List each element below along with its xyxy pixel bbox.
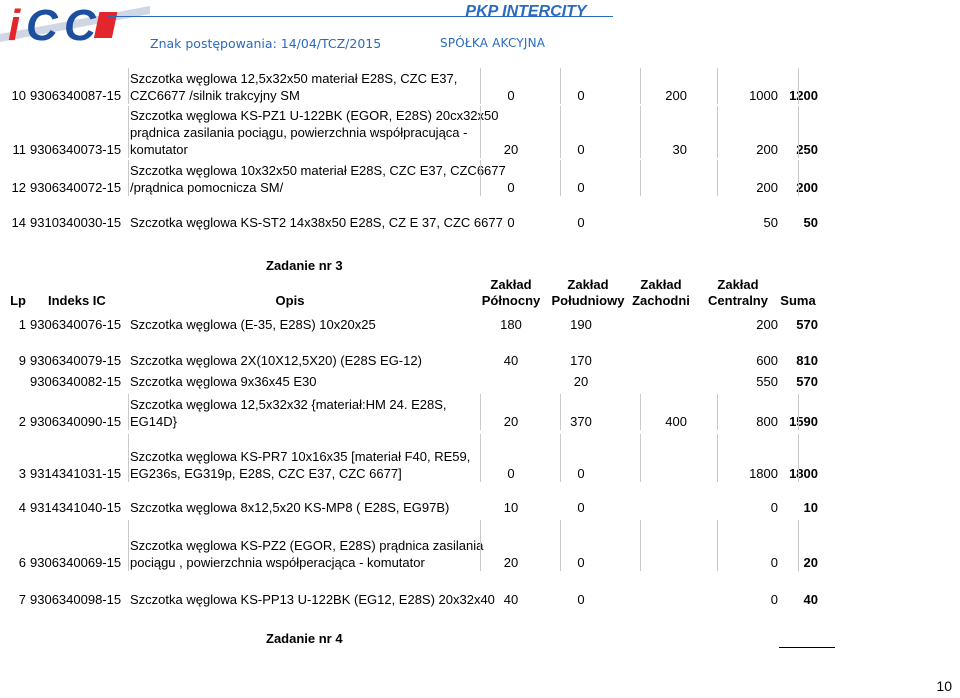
row-north: 20 (503, 414, 519, 429)
row-index: 9306340079-15 (30, 353, 122, 368)
column-rule (128, 394, 129, 430)
row-central: 550 (756, 374, 778, 389)
column-rule (128, 520, 129, 571)
row-lp: 3 (18, 466, 26, 481)
row-sum: 1800 (789, 466, 818, 481)
row-lp: 7 (18, 592, 26, 607)
row-index: 9314341031-15 (30, 466, 122, 481)
header-north-bottom: Północny (481, 293, 541, 308)
section-4-title: Zadanie nr 4 (266, 631, 343, 646)
row-central: 200 (756, 142, 778, 157)
column-rule (480, 520, 481, 571)
column-rule (640, 520, 641, 571)
row-north: 0 (507, 215, 515, 230)
column-rule (717, 160, 718, 196)
header-west-top: Zakład (640, 277, 682, 292)
row-sum: 570 (796, 374, 818, 389)
row-west: 400 (665, 414, 687, 429)
svg-text:C: C (26, 1, 58, 46)
header-description: Opis (275, 293, 305, 308)
column-rule (480, 68, 481, 104)
row-central: 1800 (749, 466, 778, 481)
row-index: 9310340030-15 (30, 215, 122, 230)
header-index: Indeks IC (48, 293, 106, 308)
row-description-line: komutator (130, 142, 188, 157)
column-rule (798, 160, 799, 196)
row-north: 40 (503, 592, 519, 607)
svg-text:i: i (8, 1, 21, 46)
row-central: 1000 (749, 88, 778, 103)
row-description-line: Szczotka węglowa 10x32x50 materiał E28S, CZC E37, CZC6677 (130, 163, 506, 178)
column-rule (128, 160, 129, 196)
row-central: 0 (770, 500, 778, 515)
row-index: 9306340087-15 (30, 88, 122, 103)
row-west: 30 (672, 142, 687, 157)
column-rule (798, 68, 799, 104)
column-rule (480, 106, 481, 158)
row-north: 180 (500, 317, 522, 332)
column-rule (640, 394, 641, 430)
row-description-line: Szczotka węglowa 12,5x32x32 {materiał:HM 24. E28S, (130, 397, 447, 412)
company-name: PKP INTERCITY (465, 3, 587, 20)
column-rule (480, 394, 481, 430)
row-lp: 9 (18, 353, 26, 368)
row-south: 20 (573, 374, 589, 389)
row-south: 0 (577, 555, 585, 570)
row-sum: 10 (803, 500, 818, 515)
column-rule (560, 68, 561, 104)
header-south-bottom: Południowy (551, 293, 625, 308)
row-description-line: prądnica zasilania pociągu, powierzchnia współpracująca - (130, 125, 468, 140)
row-north: 20 (503, 142, 519, 157)
row-description-line: Szczotka węglowa KS-PZ1 U-122BK (EGOR, E28S) 20cx32x50 (130, 108, 499, 123)
row-lp: 6 (18, 555, 26, 570)
row-central: 200 (756, 180, 778, 195)
column-rule (560, 520, 561, 571)
header-lp: Lp (10, 293, 26, 308)
header-central-bottom: Centralny (708, 293, 768, 308)
section-4-underline (779, 647, 835, 648)
column-rule (717, 106, 718, 158)
row-lp: 1 (18, 317, 26, 332)
column-rule (717, 520, 718, 571)
company-form: SPÓŁKA AKCYJNA (440, 36, 546, 50)
row-north: 0 (507, 88, 515, 103)
page-header (0, 0, 960, 60)
row-lp: 2 (18, 414, 26, 429)
row-description-line: Szczotka węglowa KS-PR7 10x16x35 [materiał F40, RE59, (130, 449, 471, 464)
row-north: 0 (507, 466, 515, 481)
row-central: 0 (770, 592, 778, 607)
row-description-line: Szczotka węglowa 2X(10X12,5X20) (E28S EG-12) (130, 353, 422, 368)
row-index: 9306340069-15 (30, 555, 122, 570)
row-description-line: EG14D} (130, 414, 177, 429)
column-rule (798, 394, 799, 430)
column-rule (480, 434, 481, 482)
header-north-top: Zakład (490, 277, 532, 292)
row-description-line: CZC6677 /silnik trakcyjny SM (130, 88, 300, 103)
row-index: 9306340082-15 (30, 374, 122, 389)
svg-text:C: C (64, 1, 96, 46)
header-central-top: Zakład (717, 277, 759, 292)
row-north: 20 (503, 555, 519, 570)
row-description-line: /prądnica pomocnicza SM/ (130, 180, 284, 195)
column-rule (640, 434, 641, 482)
row-central: 200 (756, 317, 778, 332)
row-description-line: pociągu , powierzchnia współperacjąca - komutator (130, 555, 425, 570)
row-lp: 4 (18, 500, 26, 515)
row-lp: 11 (12, 142, 26, 157)
row-north: 40 (503, 353, 519, 368)
row-south: 0 (577, 466, 585, 481)
column-rule (717, 394, 718, 430)
row-sum: 570 (796, 317, 818, 332)
column-rule (798, 520, 799, 571)
row-sum: 200 (796, 180, 818, 195)
row-north: 0 (507, 180, 515, 195)
row-sum: 250 (796, 142, 818, 157)
column-rule (560, 394, 561, 430)
row-central: 800 (756, 414, 778, 429)
row-south: 0 (577, 180, 585, 195)
row-sum: 40 (803, 592, 818, 607)
row-index: 9306340073-15 (30, 142, 122, 157)
row-index: 9306340090-15 (30, 414, 122, 429)
row-south: 170 (570, 353, 592, 368)
row-index: 9306340072-15 (30, 180, 122, 195)
row-south: 0 (577, 88, 585, 103)
column-rule (717, 434, 718, 482)
row-description-line: Szczotka węglowa 9x36x45 E30 (130, 374, 317, 389)
row-description-line: Szczotka węglowa 8x12,5x20 KS-MP8 ( E28S, EG97B) (130, 500, 450, 515)
column-rule (798, 106, 799, 158)
row-sum: 810 (796, 353, 818, 368)
row-central: 600 (756, 353, 778, 368)
header-west-bottom: Zachodni (632, 293, 690, 308)
column-rule (717, 68, 718, 104)
row-central: 50 (763, 215, 778, 230)
row-south: 0 (577, 142, 585, 157)
row-south: 0 (577, 592, 585, 607)
column-rule (560, 106, 561, 158)
row-sum: 1590 (789, 414, 818, 429)
column-rule (128, 434, 129, 482)
tender-reference: Znak postępowania: 14/04/TCZ/2015 (150, 36, 382, 51)
row-south: 0 (577, 215, 585, 230)
row-index: 9306340098-15 (30, 592, 122, 607)
row-north: 10 (503, 500, 519, 515)
row-description-line: Szczotka węglowa 12,5x32x50 materiał E28S, CZC E37, (130, 71, 458, 86)
row-lp: 12 (11, 180, 26, 195)
row-south: 0 (577, 500, 585, 515)
row-sum: 1200 (789, 88, 818, 103)
row-description-line: Szczotka węglowa KS-PP13 U-122BK (EG12, E28S) 20x32x40 (130, 592, 495, 607)
row-central: 0 (770, 555, 778, 570)
column-rule (560, 160, 561, 196)
section-3-title: Zadanie nr 3 (266, 258, 343, 273)
intercity-logo (0, 0, 150, 46)
row-description-line: Szczotka węglowa KS-ST2 14x38x50 E28S, CZ E 37, CZC 6677 (130, 215, 503, 230)
row-west: 200 (665, 88, 687, 103)
column-rule (480, 160, 481, 196)
header-sum: Suma (780, 293, 816, 308)
row-sum: 20 (803, 555, 818, 570)
row-sum: 50 (803, 215, 818, 230)
column-rule (560, 434, 561, 482)
header-south-top: Zakład (567, 277, 609, 292)
page-number: 10 (936, 678, 952, 694)
row-south: 190 (570, 317, 592, 332)
row-description-line: Szczotka węglowa (E-35, E28S) 10x20x25 (130, 317, 376, 332)
column-rule (640, 68, 641, 104)
row-index: 9306340076-15 (30, 317, 122, 332)
column-rule (640, 106, 641, 158)
row-description-line: Szczotka węglowa KS-PZ2 (EGOR, E28S) prądnica zasilania (130, 538, 484, 553)
column-rule (640, 160, 641, 196)
column-rule (798, 434, 799, 482)
row-lp: 14 (11, 215, 26, 230)
row-south: 370 (570, 414, 592, 429)
row-lp: 10 (11, 88, 26, 103)
column-rule (128, 68, 129, 104)
row-index: 9314341040-15 (30, 500, 122, 515)
row-description-line: EG236s, EG319p, E28S, CZC E37, CZC 6677] (130, 466, 402, 481)
column-rule (128, 106, 129, 158)
